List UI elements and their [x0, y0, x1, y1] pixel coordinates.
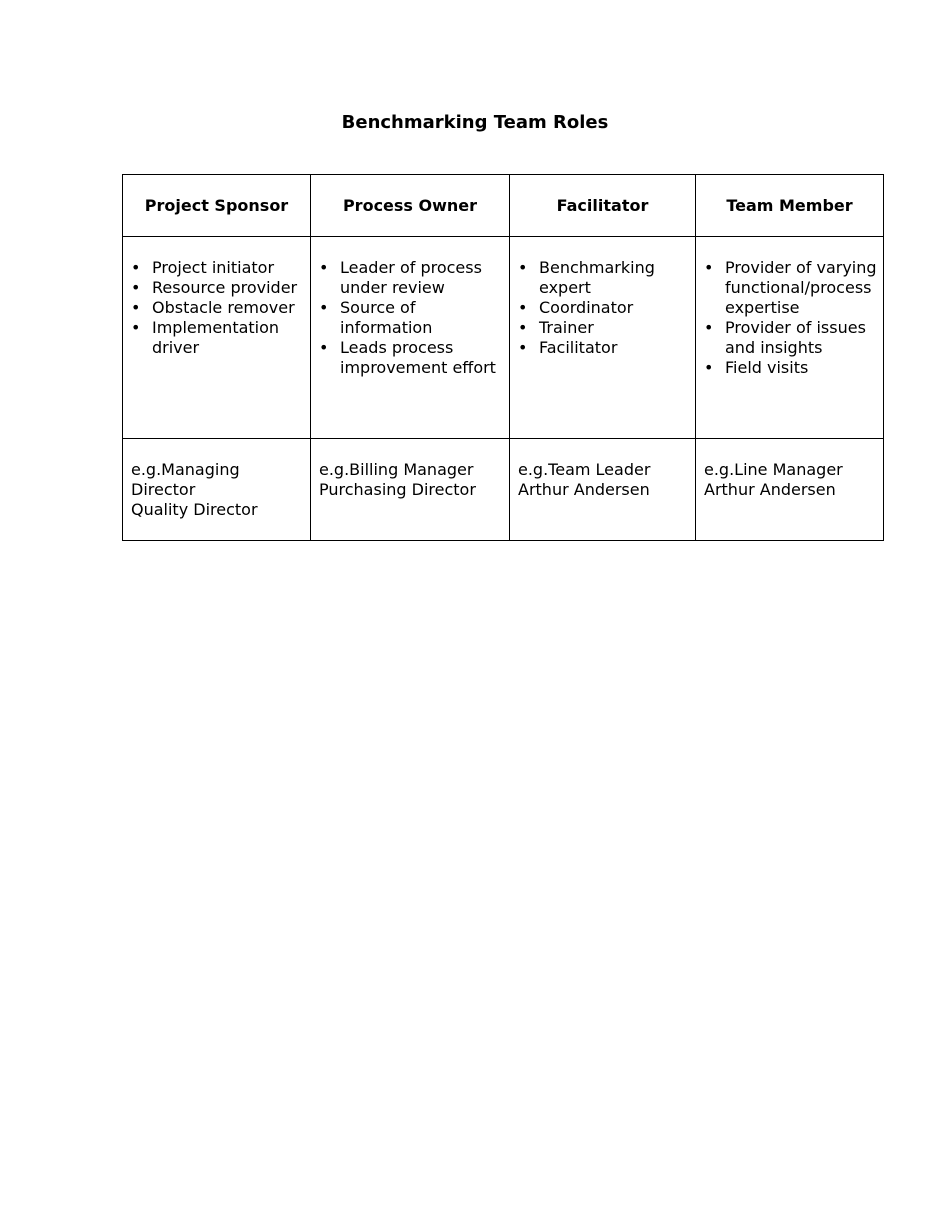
duty-item: • Source of information [319, 298, 509, 338]
duty-item: • Obstacle remover [131, 298, 310, 318]
examples-list [123, 439, 310, 520]
examples-cell-facilitator [510, 439, 696, 541]
example-item: Arthur Andersen [518, 480, 650, 499]
duty-item: • Field visits [704, 358, 883, 378]
examples-cell-team-member [696, 439, 884, 541]
duties-list [123, 237, 310, 358]
example-item: Quality Director [131, 500, 258, 519]
example-item: e.g.Managing Director [131, 460, 240, 499]
duty-item: • Benchmarking expert [518, 258, 695, 298]
examples-list [311, 439, 509, 500]
example-item: e.g.Team Leader [518, 460, 651, 479]
duty-item: • Trainer [518, 318, 695, 338]
document-title: Benchmarking Team Roles [341, 112, 609, 133]
examples-list [696, 439, 883, 500]
duty-item: • Provider of varying functional/process expertise [704, 258, 883, 318]
example-item: Arthur Andersen [704, 480, 836, 499]
duty-item: • Implementation driver [131, 318, 310, 358]
duties-cell-process-owner [311, 237, 510, 439]
duties-row [123, 237, 884, 439]
header-process-owner: Process Owner [311, 175, 510, 237]
duty-item: • Facilitator [518, 338, 695, 358]
duty-item: • Project initiator [131, 258, 310, 278]
roles-table [122, 174, 884, 541]
duties-list [510, 237, 695, 358]
examples-cell-process-owner [311, 439, 510, 541]
duties-cell-facilitator [510, 237, 696, 439]
duty-item: • Provider of issues and insights [704, 318, 883, 358]
duties-cell-project-sponsor [123, 237, 311, 439]
duty-item: • Resource provider [131, 278, 310, 298]
duties-list [696, 237, 883, 378]
duty-item: • Leader of process under review [319, 258, 509, 298]
duties-list [311, 237, 509, 378]
example-item: e.g.Line Manager [704, 460, 843, 479]
examples-row [123, 439, 884, 541]
header-row [123, 175, 884, 237]
examples-cell-project-sponsor [123, 439, 311, 541]
duties-cell-team-member [696, 237, 884, 439]
example-item: Purchasing Director [319, 480, 476, 499]
duty-item: • Coordinator [518, 298, 695, 318]
examples-list [510, 439, 695, 500]
example-item: e.g.Billing Manager [319, 460, 474, 479]
duty-item: • Leads process improvement effort [319, 338, 509, 378]
header-team-member: Team Member [696, 175, 884, 237]
header-project-sponsor: Project Sponsor [123, 175, 311, 237]
header-facilitator: Facilitator [510, 175, 696, 237]
